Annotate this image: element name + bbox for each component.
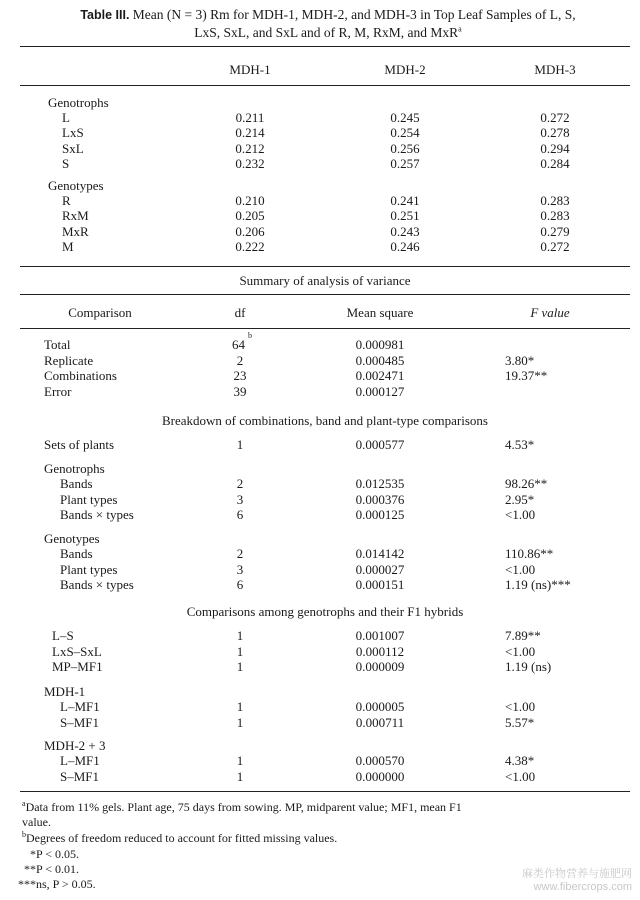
- col-header-mean-square: Mean square: [346, 305, 414, 320]
- breakdown-title: Breakdown of combinations, band and plant-type comparisons: [161, 413, 488, 428]
- f-value-cell: 1.19 (ns): [505, 659, 552, 674]
- mid-rule-1: [20, 266, 630, 267]
- anova-row-label: LxS–SxL: [52, 643, 102, 659]
- anova-header-rule: [20, 328, 630, 329]
- footnote-p2: **P < 0.01.: [24, 862, 79, 876]
- table-title-line2: LxS, SxL, and SxL and of R, M, RxM, and MxR: [194, 25, 459, 40]
- col-header-comparison: Comparison: [68, 305, 132, 320]
- table-cell: 0.256: [390, 140, 420, 156]
- anova-title: Summary of analysis of variance: [239, 273, 411, 288]
- header-rule: [20, 85, 630, 86]
- f-value-cell: 19.37**: [505, 368, 548, 384]
- f-value-cell: <1.00: [505, 643, 536, 659]
- anova-row-label: Total: [44, 337, 71, 352]
- table-cell: 0.214: [235, 125, 265, 141]
- anova-row-label: Replicate: [44, 352, 94, 368]
- table-cell: 0.245: [390, 110, 420, 126]
- mean-square-cell: 0.012535: [355, 476, 405, 491]
- anova-row-label: Plant types: [60, 561, 118, 577]
- table-cell: 0.272: [540, 110, 570, 126]
- table-cell: 0.279: [540, 223, 570, 239]
- group-label: MDH-2 + 3: [44, 738, 106, 753]
- f-value-cell: 2.95*: [505, 491, 535, 507]
- f-value-cell: <1.00: [505, 561, 536, 577]
- mean-square-cell: 0.002471: [355, 368, 405, 384]
- mean-square-cell: 0.000000: [355, 768, 405, 784]
- row-label: L: [62, 110, 70, 126]
- row-label: RxM: [62, 208, 89, 224]
- col-header-mdh3: MDH-3: [534, 62, 576, 77]
- mean-square-cell: 0.000027: [355, 561, 405, 577]
- df-cell: 2: [236, 476, 244, 491]
- table-cell: 0.284: [540, 155, 570, 171]
- df-cell: 1: [236, 753, 244, 768]
- table-cell: 0.206: [235, 223, 265, 239]
- row-label: S: [62, 155, 70, 171]
- mean-square-cell: 0.000711: [355, 714, 405, 730]
- group-label: MDH-1: [44, 684, 86, 699]
- col-header-mdh1: MDH-1: [229, 62, 271, 77]
- df-cell: 2: [236, 546, 244, 561]
- mean-square-cell: 0.000005: [355, 699, 405, 714]
- group-label: Genotrophs: [44, 461, 105, 476]
- watermark-line2: www.fibercrops.com: [533, 881, 632, 893]
- anova-row-label: Sets of plants: [44, 437, 115, 452]
- row-label: M: [62, 238, 74, 254]
- f-value-cell: <1.00: [505, 507, 536, 522]
- table-title: [28, 6, 628, 41]
- mean-square-cell: 0.000981: [355, 337, 405, 352]
- f-value-cell: 98.26**: [505, 476, 548, 491]
- f-value-cell: 5.57*: [505, 714, 535, 730]
- table-cell: 0.243: [390, 223, 420, 239]
- df-cell: 39: [233, 383, 247, 399]
- df-cell: 1: [236, 643, 244, 659]
- group-label: Genotypes: [48, 178, 104, 193]
- comparisons-title: Comparisons among genotrophs and their F1 hybrids: [186, 604, 464, 619]
- table-cell: 0.210: [235, 193, 265, 209]
- table-cell: 0.254: [390, 125, 420, 141]
- table-cell: 0.246: [390, 238, 420, 254]
- footnote-p1: *P < 0.05.: [30, 847, 79, 861]
- footnote-p3: ***ns, P > 0.05.: [18, 877, 96, 891]
- footnote-b: $^b$Degrees of freedom reduced to account for fitted missing values.: [22, 830, 338, 845]
- mean-square-cell: 0.000577: [355, 437, 405, 452]
- table-page: Table III. Mean (N = 3) Rm for MDH-1, MDH-2, and MDH-3 in Top Leaf Samples of L, S, LxS, SxL, and SxL and of R, M, RxM, and MxR$^a$ MDH-1 MDH-2 MDH-3 Genotrophs L 0.211 0.245 0.272 LxS 0.214 0.254 0.278 SxL 0.212 0.256 0.294 S 0.232 0.257 0.284 Genotypes R 0.210 0.241 0.283 RxM 0.205 0.251 0.283 MxR 0.206 0.243 0.279 M 0.222 0.246 0.272 Summary of analysis of variance Comparison df Mean square F value Total 64 b 0.000981 Replicate 2 0.000485 3.80* Combinations 23 0.002471 19.37** Error 39 0.000127 Breakdown of combinations, band and plant-type comparisons Sets of plants 1 0.000577 4.53* Genotrophs Bands 2 0.012535 98.26** Plant types 3 0.000376 2.95* Bands × types 6 0.000125 <1.00 Genotypes Bands 2 0.014142 110.86** Plant types 3 0.000027 <1.00 Bands × types 6 0.000151 1.19 (ns)*** Comparisons among genotrophs and their F1 hybrids L–S 1 0.001007 7.89** LxS–SxL 1 0.000112 <1.00 MP–MF1 1 0.000009 1.19 (ns) MDH-1 L–MF1 1 0.000005 <1.00 S–MF1 1 0.000711 5.57* MDH-2 + 3 L–MF1 1 0.000570 4.38* S–MF1 1 0.000000 <1.00 $^a$Data from 11% gels. Plant age, 75 days from sowing. MP, midparent value; MF1, mean F1 value. $^b$Degrees of freedom reduced to account for fitted missing values. *P < 0.05. **P < 0.01. ***ns, P > 0.05. 麻类作物营养与施肥网 www.fibercrops.com: [18, 7, 632, 893]
- df-cell: 1: [236, 628, 244, 643]
- col-header-f-value: F value: [530, 305, 570, 320]
- mean-square-cell: 0.000485: [355, 352, 405, 368]
- anova-row-label: L–MF1: [60, 699, 100, 714]
- f-value-cell: 110.86**: [505, 546, 554, 561]
- f-value-cell: 3.80*: [505, 352, 535, 368]
- f-value-cell: <1.00: [505, 699, 536, 714]
- table-cell: 0.232: [235, 155, 265, 171]
- table-cell: 0.205: [235, 208, 265, 224]
- row-label: R: [62, 193, 71, 209]
- f-value-cell: 4.38*: [505, 753, 535, 768]
- table-cell: 0.222: [235, 238, 265, 254]
- df-cell: 23: [233, 368, 247, 384]
- table-cell: 0.283: [540, 208, 570, 224]
- bottom-rule: [20, 791, 630, 792]
- anova-row-label: Plant types: [60, 491, 118, 507]
- anova-row-label: MP–MF1: [52, 659, 103, 674]
- df-cell: 3: [236, 491, 244, 507]
- mean-square-cell: 0.000376: [355, 491, 405, 507]
- df-cell: 3: [236, 561, 244, 577]
- table-cell: 0.294: [540, 140, 570, 156]
- table-cell: 0.241: [390, 193, 420, 209]
- top-rule: [20, 46, 630, 47]
- table-cell: 0.211: [235, 110, 265, 126]
- df-cell: 1: [236, 768, 244, 784]
- table-cell: 0.283: [540, 193, 570, 209]
- f-value-cell: <1.00: [505, 768, 536, 784]
- watermark: [522, 868, 632, 894]
- footnote-a-cont: value.: [22, 815, 51, 829]
- df-cell: 1: [236, 714, 244, 730]
- anova-row-label: Bands: [60, 476, 93, 491]
- mean-square-cell: 0.000127: [355, 383, 405, 399]
- row-label: SxL: [62, 140, 84, 156]
- anova-row-label: S–MF1: [60, 714, 100, 730]
- df-cell: 1: [236, 437, 244, 452]
- mean-square-cell: 0.000009: [355, 659, 405, 674]
- table-cell: 0.278: [540, 125, 570, 141]
- mean-square-cell: 0.000570: [355, 753, 405, 768]
- table-cell: 0.257: [390, 155, 420, 171]
- mean-square-cell: 0.000112: [355, 643, 405, 659]
- group-label: Genotrophs: [48, 95, 109, 110]
- anova-row-label: S–MF1: [60, 768, 100, 784]
- df-cell: 2: [236, 352, 244, 368]
- df-cell: 6: [236, 507, 244, 522]
- title-footnote-mark: a: [458, 24, 462, 34]
- anova-row-label: Combinations: [44, 368, 117, 384]
- col-header-mdh2: MDH-2: [384, 62, 426, 77]
- mean-square-cell: 0.014142: [355, 546, 405, 561]
- anova-row-label: L–S: [52, 628, 74, 643]
- group-label: Genotypes: [44, 531, 100, 546]
- table-cell: 0.272: [540, 238, 570, 254]
- anova-row-label: Bands × types: [60, 577, 134, 592]
- table-cell: 0.251: [390, 208, 420, 224]
- anova-row-label: L–MF1: [60, 753, 100, 768]
- watermark-line1: 麻类作物营养与施肥网: [522, 868, 632, 880]
- anova-row-label: Error: [44, 383, 72, 399]
- row-label: MxR: [62, 223, 89, 239]
- table-label: Table III.: [80, 8, 130, 22]
- df-cell: 64: [232, 337, 245, 352]
- df-cell: 1: [236, 699, 244, 714]
- row-label: LxS: [62, 125, 84, 141]
- df-cell: 6: [236, 577, 244, 592]
- anova-top-rule: [20, 294, 630, 295]
- f-value-cell: 7.89**: [505, 628, 541, 643]
- col-header-df: df: [234, 305, 246, 320]
- mean-square-cell: 0.000151: [355, 577, 405, 592]
- df-cell: 1: [236, 659, 244, 674]
- anova-row-label: Bands × types: [60, 507, 134, 522]
- table-cell: 0.212: [235, 140, 265, 156]
- anova-row-label: Bands: [60, 546, 93, 561]
- footnote-a: $^a$Data from 11% gels. Plant age, 75 days from sowing. MP, midparent value; MF1, mean F1: [22, 799, 462, 814]
- mean-square-cell: 0.000125: [355, 507, 405, 522]
- f-value-cell: 1.19 (ns)***: [505, 577, 571, 592]
- mean-square-cell: 0.001007: [355, 628, 405, 643]
- table-title-line1: Mean (N = 3) Rm for MDH-1, MDH-2, and MDH-3 in Top Leaf Samples of L, S,: [132, 7, 576, 22]
- f-value-cell: 4.53*: [505, 437, 535, 452]
